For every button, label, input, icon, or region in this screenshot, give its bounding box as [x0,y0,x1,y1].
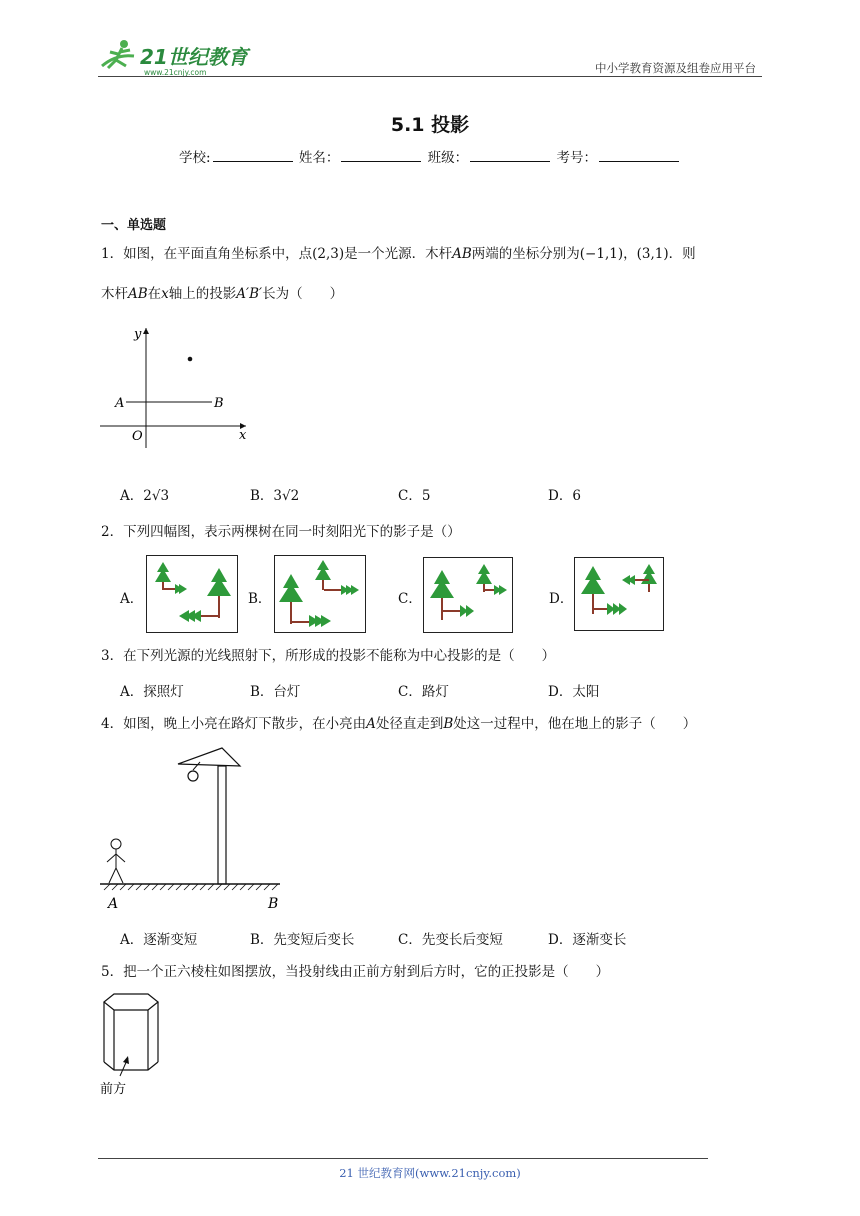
q1-option-c[interactable]: C．5 [398,488,431,504]
q2-option-c-label[interactable]: C． [398,591,422,607]
big-tree-icon [581,566,605,614]
section-heading: 一、单选题 [101,218,167,233]
arrow-icon [123,1056,129,1064]
name-label: 姓名： [298,150,340,166]
q3-option-d[interactable]: D．太阳 [548,684,600,700]
question-1-options [120,484,680,504]
page-title: 5.1 投影 [390,114,470,136]
small-tree-icon [315,560,331,590]
class-blank[interactable] [470,149,550,162]
question-1-figure [98,322,258,456]
class-label: 班级： [427,150,469,166]
lamp-shade-icon [178,748,240,766]
small-tree-icon [476,564,492,592]
q2-option-b-label[interactable]: B． [248,591,272,607]
q4-option-a[interactable]: A．逐渐变短 [120,932,198,948]
footer-text[interactable]: 21 世纪教育网(www.21cnjy.com) [339,1166,521,1180]
logo-url: www.21cnjy.com [144,68,207,77]
question-3-options [120,680,680,700]
big-tree-icon [430,570,454,620]
q3-option-b[interactable]: B．台灯 [250,684,301,700]
question-4-figure [98,744,288,918]
question-2-text: 2．下列四幅图，表示两棵树在同一时刻阳光下的影子是（） [101,524,461,540]
point-a-label: A [108,896,119,912]
header-right-text: 中小学教育资源及组卷应用平台 [595,61,756,75]
question-5-figure [98,990,168,1104]
name-blank[interactable] [341,149,421,162]
q2-option-a-image[interactable] [146,555,238,633]
big-tree-icon [279,574,303,624]
q3-option-c[interactable]: C．路灯 [398,684,449,700]
question-1-line-2: 木杆AB在x轴上的投影A′B′长为（ ） [101,286,344,302]
q2-option-c-image[interactable] [423,557,513,633]
hexagonal-prism-icon [104,994,158,1070]
q1-option-b[interactable]: B．3√2 [250,488,300,504]
point-a-label: A [115,396,125,411]
x-axis-label: x [239,428,247,443]
question-4-text: 4．如图，晚上小亮在路灯下散步，在小亮由A处径直走到B处这一过程中，他在地上的影子（ ） [101,716,697,732]
point-b-label: B [268,896,279,912]
question-4-options [120,928,680,948]
y-axis-label: y [134,327,142,342]
lamp-post [218,766,226,884]
student-info-line [0,146,860,166]
q4-option-c[interactable]: C．先变长后变短 [398,932,503,948]
q3-option-a[interactable]: A．探照灯 [120,684,184,700]
q2-option-d-label[interactable]: D． [549,591,574,607]
footer-divider [98,1158,708,1159]
q4-option-d[interactable]: D．逐渐变长 [548,932,627,948]
q1-option-a[interactable]: A．2√3 [120,488,170,504]
q2-option-d-image[interactable] [574,557,664,631]
school-label: 学校: [179,150,211,166]
header-divider [98,76,762,77]
logo-text: 21世纪教育 [140,45,248,69]
q2-option-a-label[interactable]: A． [120,591,144,607]
small-tree-icon [155,562,171,590]
q2-option-b-image[interactable] [274,555,366,633]
big-tree-icon [207,568,231,618]
q1-option-d[interactable]: D．6 [548,488,581,504]
q4-option-b[interactable]: B．先变短后变长 [250,932,355,948]
exam-no-label: 考号： [556,150,597,166]
question-5-text: 5．把一个正六棱柱如图摆放，当投射线由正前方射到后方时，它的正投影是（ ） [101,964,610,980]
question-1-line-1: 1．如图，在平面直角坐标系中，点(2,3)是一个光源．木杆AB两端的坐标分别为(−1,1)，(3,1)．则 [101,246,696,262]
origin-label: O [132,429,143,444]
front-label: 前方 [100,1082,127,1097]
lamp-bulb-icon [188,771,198,781]
point-b-label: B [214,396,224,411]
school-blank[interactable] [213,149,293,162]
question-3-text: 3．在下列光源的光线照射下，所形成的投影不能称为中心投影的是（ ） [101,648,556,664]
light-source-point [188,357,193,362]
person-icon [107,839,125,883]
small-tree-icon [641,564,657,592]
exam-no-blank[interactable] [599,149,679,162]
